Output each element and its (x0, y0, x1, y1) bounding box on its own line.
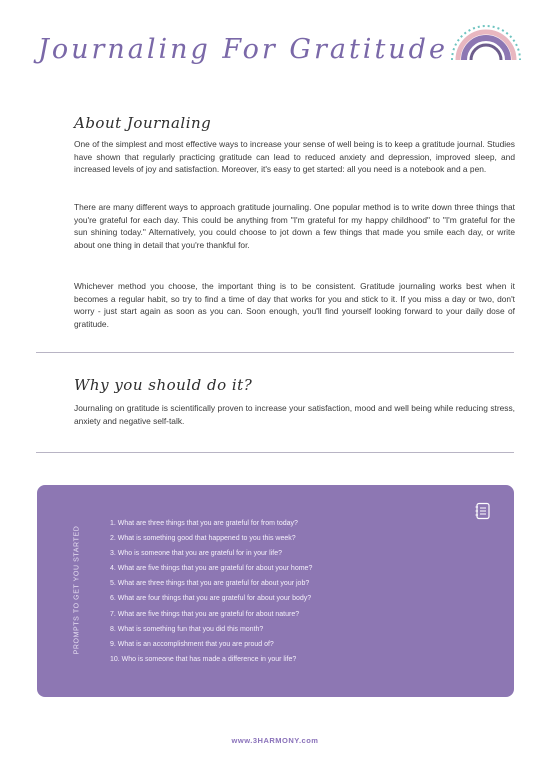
about-paragraph-2: There are many different ways to approach gratitude journaling. One popular method is to write down three things that you're grateful for each day. This could be anything from "I'm grateful for my happy childhood" to "I'm grateful for the sun shining today." Alternatively, you could choose to jot down a few things that made you smile each day, or write about one thing in detail that you're thankful for. (74, 202, 515, 250)
prompt-item: 2. What is something good that happened to you this week? (110, 535, 296, 543)
why-heading: Why you should do it? (74, 376, 253, 394)
about-paragraph-3: Whichever method you choose, the important thing is to be consistent. Gratitude journaling works best when it becomes a regular habit, so try to find a time of day that works for you and stick to it. If you miss a day or two, don't worry - just start again as soon as you can. Soon enough, you'll find yourself looking forward to your daily dose of gratitude. (74, 281, 515, 329)
footer-website-link[interactable]: www.3HARMONY.com (231, 736, 319, 745)
prompt-item: 4. What are five things that you are grateful for about your home? (110, 565, 313, 573)
notebook-icon (475, 502, 491, 520)
prompt-item: 3. Who is someone that you are grateful for in your life? (110, 550, 282, 558)
about-paragraph-1: One of the simplest and most effective ways to increase your sense of well being is to keep a gratitude journal. Studies have shown that regularly practicing gratitude can lead to reduced anxiety and depression, improved sleep, and increased levels of joy and satisfaction. Moreover, it's easy to get started: all you need is a notebook and a pen. (74, 139, 515, 175)
section-divider (36, 452, 514, 453)
why-paragraph: Journaling on gratitude is scientifically proven to increase your satisfaction, mood and well being while reducing stress, anxiety and negative self-talk. (74, 403, 515, 426)
prompt-item: 9. What is an accomplishment that you are proud of? (110, 640, 274, 648)
prompt-item: 1. What are three things that you are grateful for from today? (110, 520, 298, 527)
prompt-item: 8. What is something fun that you did this month? (110, 625, 264, 633)
prompts-list (110, 516, 312, 667)
prompt-item: 7. What are five things that you are grateful for about nature? (110, 610, 300, 618)
prompt-item: 10. Who is someone that has made a difference in your life? (110, 655, 297, 663)
page-title: Journaling For Gratitude (38, 34, 448, 65)
section-divider (36, 352, 514, 353)
prompt-item: 5. What are three things that you are grateful for about your job? (110, 580, 310, 588)
about-heading: About Journaling (74, 114, 212, 132)
rainbow-icon (446, 14, 526, 62)
prompts-side-label: PROMPTS TO GET YOU STARTED (73, 525, 81, 655)
prompt-item: 6. What are four things that you are grateful for about your body? (110, 595, 312, 603)
